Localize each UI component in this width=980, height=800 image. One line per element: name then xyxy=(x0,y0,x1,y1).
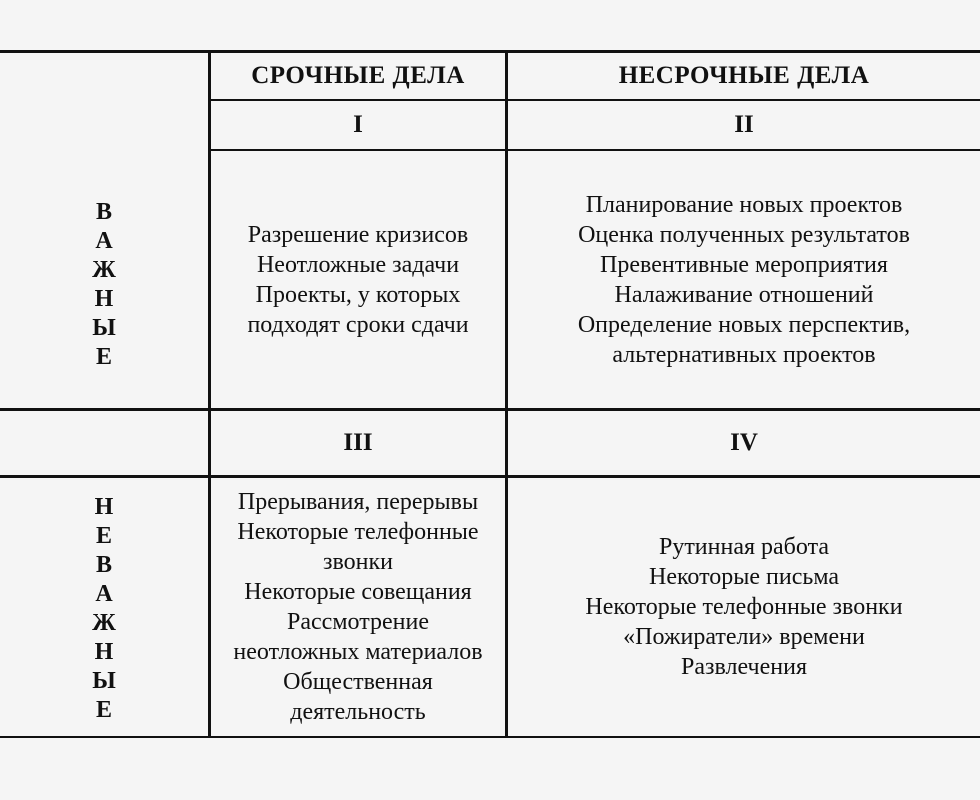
quadrant-4-item: Некоторые письма xyxy=(648,564,840,590)
row-label-not-important-letter: Ы xyxy=(92,668,116,694)
quadrant-1-item: подходят сроки сдачи xyxy=(247,311,469,338)
row-label-not-important-letter: Ж xyxy=(92,610,116,636)
quadrant-2-item: Превентивные мероприятия xyxy=(600,251,888,278)
quadrant-3-items xyxy=(211,478,505,736)
quadrant-3-item: Рассмотрение xyxy=(287,609,429,635)
quadrant-4-item: Некоторые телефонные звонки xyxy=(585,594,903,620)
quadrant-4-item: Рутинная работа xyxy=(658,534,830,560)
row-label-important-letter: Е xyxy=(95,343,112,370)
quadrant-number-1: I xyxy=(353,111,363,138)
quadrant-1-item: Неотложные задачи xyxy=(256,251,460,278)
row-label-important-letter: В xyxy=(95,198,112,225)
quadrant-2-item: альтернативных проектов xyxy=(612,341,876,368)
quadrant-number-2: II xyxy=(734,111,754,138)
quadrant-4-items xyxy=(508,478,980,736)
quadrant-2-items xyxy=(508,151,980,408)
quadrant-2-item: Планирование новых проектов xyxy=(585,191,903,218)
row-label-important-letter: Ы xyxy=(92,314,116,341)
quadrant-3-item: неотложных материалов xyxy=(233,639,483,665)
quadrant-3-item: Общественная xyxy=(283,669,433,695)
quadrant-2-item: Налаживание отношений xyxy=(614,281,874,308)
row-label-not-important xyxy=(0,478,208,736)
row-label-not-important-letter: Е xyxy=(95,697,112,723)
row-label-important-letter: Ж xyxy=(92,256,116,283)
quadrant-2-item: Определение новых перспектив, xyxy=(577,311,911,338)
quadrant-3-item: звонки xyxy=(323,549,393,575)
quadrant-3-item: Некоторые телефонные xyxy=(237,519,479,545)
row-label-not-important-letter: Н xyxy=(94,639,114,665)
row-label-important-letter: А xyxy=(95,227,113,254)
row-label-not-important-letter: В xyxy=(95,552,112,578)
grid-line-bottom xyxy=(0,736,980,738)
header-urgent: СРОЧНЫЕ ДЕЛА xyxy=(251,62,465,89)
quadrant-4-item: Развлечения xyxy=(681,654,807,680)
quadrant-number-4: IV xyxy=(730,429,758,456)
quadrant-3-item: Прерывания, перерывы xyxy=(237,489,479,515)
row-label-not-important-letter: Н xyxy=(94,494,114,520)
quadrant-4-item: «Пожиратели» времени xyxy=(623,624,865,650)
quadrant-3-item: деятельность xyxy=(290,699,426,725)
quadrant-number-3: III xyxy=(343,429,373,456)
quadrant-2-item: Оценка полученных результатов xyxy=(578,221,910,248)
row-label-important-letter: Н xyxy=(94,285,114,312)
row-label-not-important-letter: А xyxy=(95,581,113,607)
row-label-important xyxy=(0,151,208,408)
quadrant-1-item: Разрешение кризисов xyxy=(247,221,469,248)
quadrant-1-items xyxy=(211,151,505,408)
quadrant-1-item: Проекты, у которых xyxy=(255,281,461,308)
header-not-urgent: НЕСРОЧНЫЕ ДЕЛА xyxy=(618,62,870,89)
quadrant-3-item: Некоторые совещания xyxy=(244,579,472,605)
row-label-not-important-letter: Е xyxy=(95,523,112,549)
